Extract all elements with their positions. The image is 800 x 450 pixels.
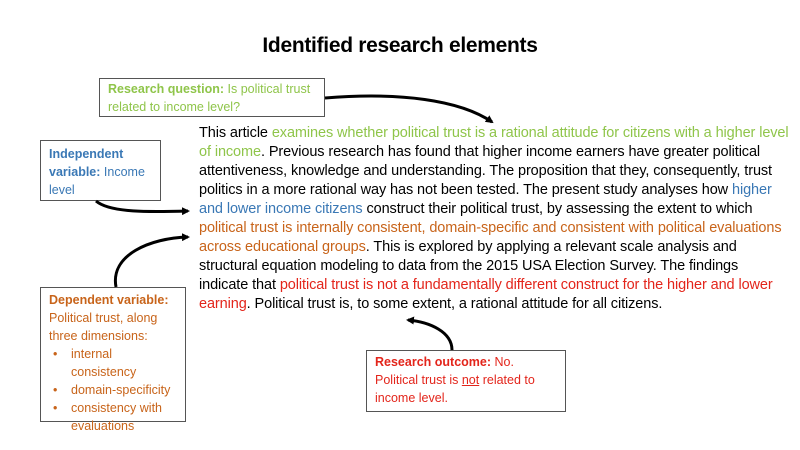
independent-arrow [96,201,188,212]
abstract-independent-variable: higher and lower income citizens [199,182,772,217]
research-outcome-text-3: related to income level. [375,373,535,405]
list-item: • consistency with evaluations [63,399,177,435]
research-question-text: Is political trust related to income level? [108,82,311,114]
dependent-arrow [115,237,188,287]
research-question-label: Research question: [108,82,225,96]
abstract-dependent-variable: political trust is internally consistent, domain-specific and consistent with political evaluations across educational groups [199,220,782,255]
abstract-part-7: . This is explored by applying a relevant scale analysis and structural equation modeling to data from the 2015 USA Election Survey. The findings indicate that [199,239,739,293]
research-outcome-label: Research outcome: [375,355,492,369]
independent-variable-text: Income level [49,165,145,197]
abstract-part-9: . Political trust is, to some extent, a rational attitude for all citizens. [246,296,663,312]
outcome-arrow [408,320,452,350]
research-outcome-not: not [461,373,480,387]
independent-variable-label: Independent variable: [49,147,124,179]
abstract-research-question: examines whether political trust is a rational attitude for citizens with a higher level of income [199,125,789,160]
page-title: Identified research elements [262,34,538,57]
research-outcome-text-2: Political trust is [375,373,459,387]
list-item: • domain-specificity [63,381,177,399]
abstract-part-3: . Previous research has found that higher income earners have greater political attentiveness, knowledge and understanding. The proposition that they, consequently, trust politics in a more rational way has not been tested. The present study analyses how [199,144,772,198]
abstract-research-outcome: political trust is not a fundamentally different construct for the higher and lower earning [199,277,773,312]
dependent-variable-label: Dependent variable: [49,293,169,307]
abstract-part-1: This article [199,125,268,141]
dependent-variable-text: Political trust, along three dimensions: [49,311,158,343]
list-item: • internal consistency [63,345,177,381]
research-outcome-text-1: No. [494,355,514,369]
abstract-part-5: construct their political trust, by assessing the extent to which [366,201,753,217]
question-arrow [325,96,492,122]
